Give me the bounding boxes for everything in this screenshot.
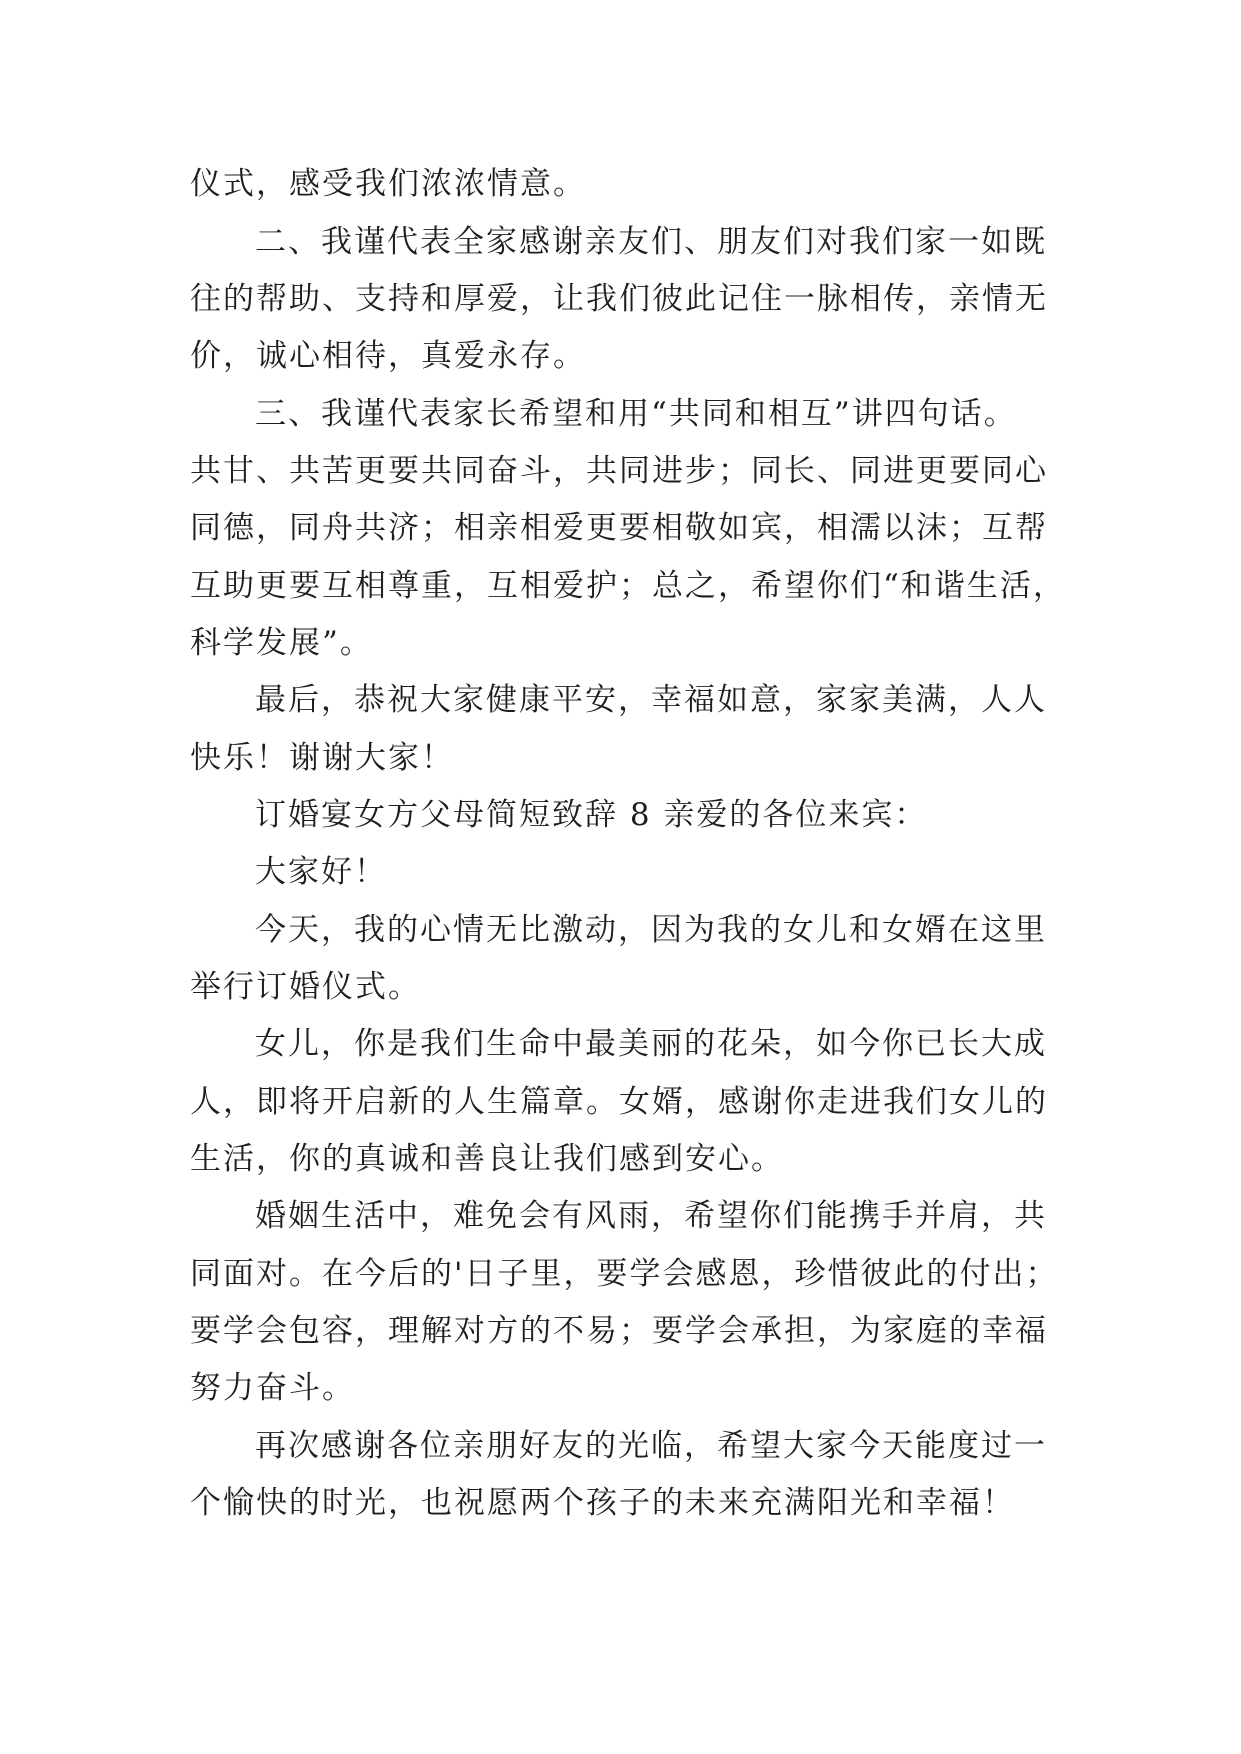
text-line: 个愉快的时光，也祝愿两个孩子的未来充满阳光和幸福！: [190, 1485, 1015, 1521]
text-line: 努力奋斗。: [190, 1370, 355, 1406]
text-line: 互助更要互相尊重，互相爱护；总之，希望你们“和谐生活，: [190, 568, 1066, 604]
text-line: 大家好！: [255, 854, 387, 890]
text-line: 举行订婚仪式。: [190, 969, 421, 1005]
text-line: 价，诚心相待，真爱永存。: [190, 338, 586, 374]
text-line: 同面对。在今后的'日子里，要学会感恩，珍惜彼此的付出；: [190, 1256, 1059, 1292]
text-line: 女儿，你是我们生命中最美丽的花朵，如今你已长大成: [255, 1026, 1047, 1062]
text-line: 婚姻生活中，难免会有风雨，希望你们能携手并肩，共: [255, 1198, 1047, 1234]
text-line: 科学发展”。: [190, 625, 373, 661]
text-line: 再次感谢各位亲朋好友的光临，希望大家今天能度过一: [255, 1428, 1047, 1464]
text-line: 二、我谨代表全家感谢亲友们、朋友们对我们家一如既: [255, 224, 1047, 260]
text-line: 人，即将开启新的人生篇章。女婿，感谢你走进我们女儿的: [190, 1084, 1048, 1120]
text-line: 生活，你的真诚和善良让我们感到安心。: [190, 1141, 784, 1177]
text-line: 共甘、共苦更要共同奋斗，共同进步；同长、同进更要同心: [190, 453, 1048, 489]
text-line: 仪式，感受我们浓浓情意。: [190, 166, 586, 202]
text-line: 订婚宴女方父母简短致辞 8 亲爱的各位来宾：: [255, 797, 928, 833]
text-line: 要学会包容，理解对方的不易；要学会承担，为家庭的幸福: [190, 1313, 1048, 1349]
text-line: 快乐！谢谢大家！: [190, 740, 454, 776]
text-line: 最后，恭祝大家健康平安，幸福如意，家家美满，人人: [255, 682, 1047, 718]
text-line: 同德，同舟共济；相亲相爱更要相敬如宾，相濡以沫；互帮: [190, 510, 1048, 546]
text-line: 往的帮助、支持和厚爱，让我们彼此记住一脉相传，亲情无: [190, 281, 1048, 317]
text-line: 今天，我的心情无比激动，因为我的女儿和女婿在这里: [255, 912, 1047, 948]
text-line: 三、我谨代表家长希望和用“共同和相互”讲四句话。: [255, 396, 1017, 432]
